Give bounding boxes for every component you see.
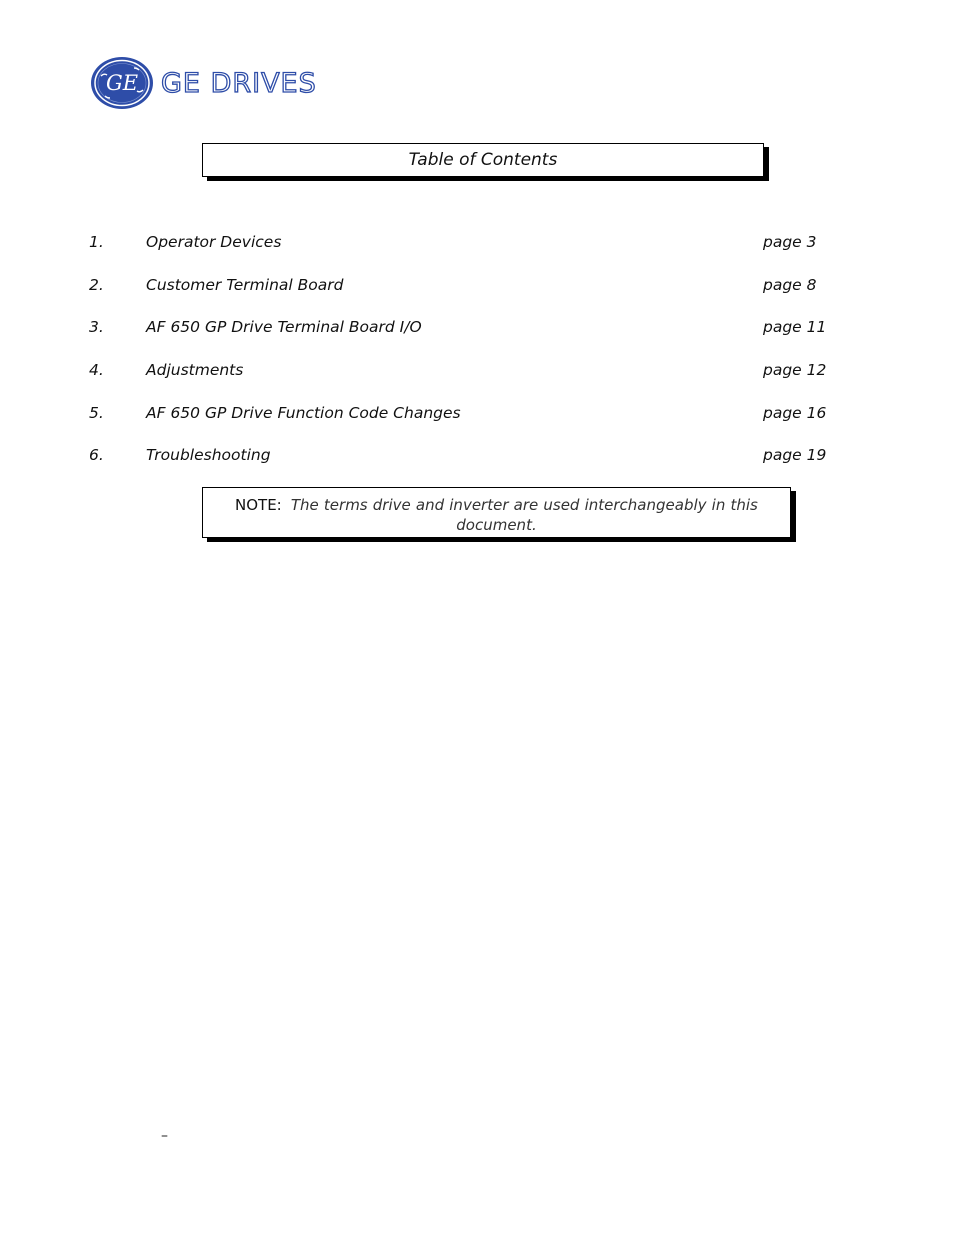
- toc-list: [89, 229, 849, 485]
- page-title: Table of Contents: [408, 150, 558, 170]
- toc-title-box: [202, 143, 764, 177]
- footer-mark: –: [161, 1128, 168, 1144]
- note-word: inverter: [449, 496, 509, 514]
- toc-entry-troubleshooting[interactable]: [89, 442, 849, 485]
- toc-entry-number: 6.: [89, 446, 104, 465]
- note-word: and: [415, 496, 445, 514]
- toc-entry-title: Troubleshooting: [146, 446, 271, 465]
- toc-entry-number: 2.: [89, 275, 104, 294]
- note-box: [202, 487, 791, 538]
- logo-monogram-text: GE: [105, 71, 139, 95]
- ge-monogram-icon: [91, 56, 155, 110]
- toc-entry-number: 3.: [89, 318, 104, 337]
- toc-entry-page: page 3: [763, 233, 817, 251]
- toc-entry-terminal-board-io[interactable]: [89, 314, 849, 357]
- note-line-2: document.: [456, 516, 537, 534]
- toc-entry-title: AF 650 GP Drive Function Code Changes: [146, 403, 461, 422]
- note-word: The: [290, 496, 319, 514]
- note-word: in: [711, 496, 726, 514]
- toc-entry-title: AF 650 GP Drive Terminal Board I/O: [146, 318, 422, 337]
- toc-entry-page: page 19: [763, 446, 827, 465]
- note-line-1: [235, 495, 758, 515]
- note-word: are: [513, 496, 539, 514]
- toc-entry-page: page 11: [763, 318, 827, 337]
- note-label: NOTE:: [235, 496, 282, 514]
- toc-entry-adjustments[interactable]: [89, 357, 849, 400]
- note-word: drive: [372, 496, 411, 514]
- toc-entry-page: page 16: [763, 403, 827, 422]
- note-word: this: [730, 496, 758, 514]
- note-word: terms: [323, 496, 368, 514]
- note-word: used: [543, 496, 580, 514]
- toc-entry-function-code-changes[interactable]: [89, 400, 849, 443]
- toc-entry-number: 4.: [89, 361, 104, 380]
- toc-entry-page: page 12: [763, 361, 827, 380]
- ge-drives-logo: [91, 56, 317, 110]
- toc-entry-operator-devices[interactable]: [89, 229, 849, 272]
- logo-wordmark: GE DRIVES: [161, 67, 317, 99]
- note-word: interchangeably: [584, 496, 707, 514]
- toc-entry-customer-terminal-board[interactable]: [89, 272, 849, 315]
- toc-entry-number: 5.: [89, 403, 104, 422]
- toc-entry-page: page 8: [763, 275, 817, 294]
- toc-entry-number: 1.: [89, 233, 104, 251]
- toc-entry-title: Customer Terminal Board: [146, 275, 344, 294]
- toc-entry-title: Operator Devices: [146, 233, 282, 251]
- toc-entry-title: Adjustments: [146, 361, 244, 380]
